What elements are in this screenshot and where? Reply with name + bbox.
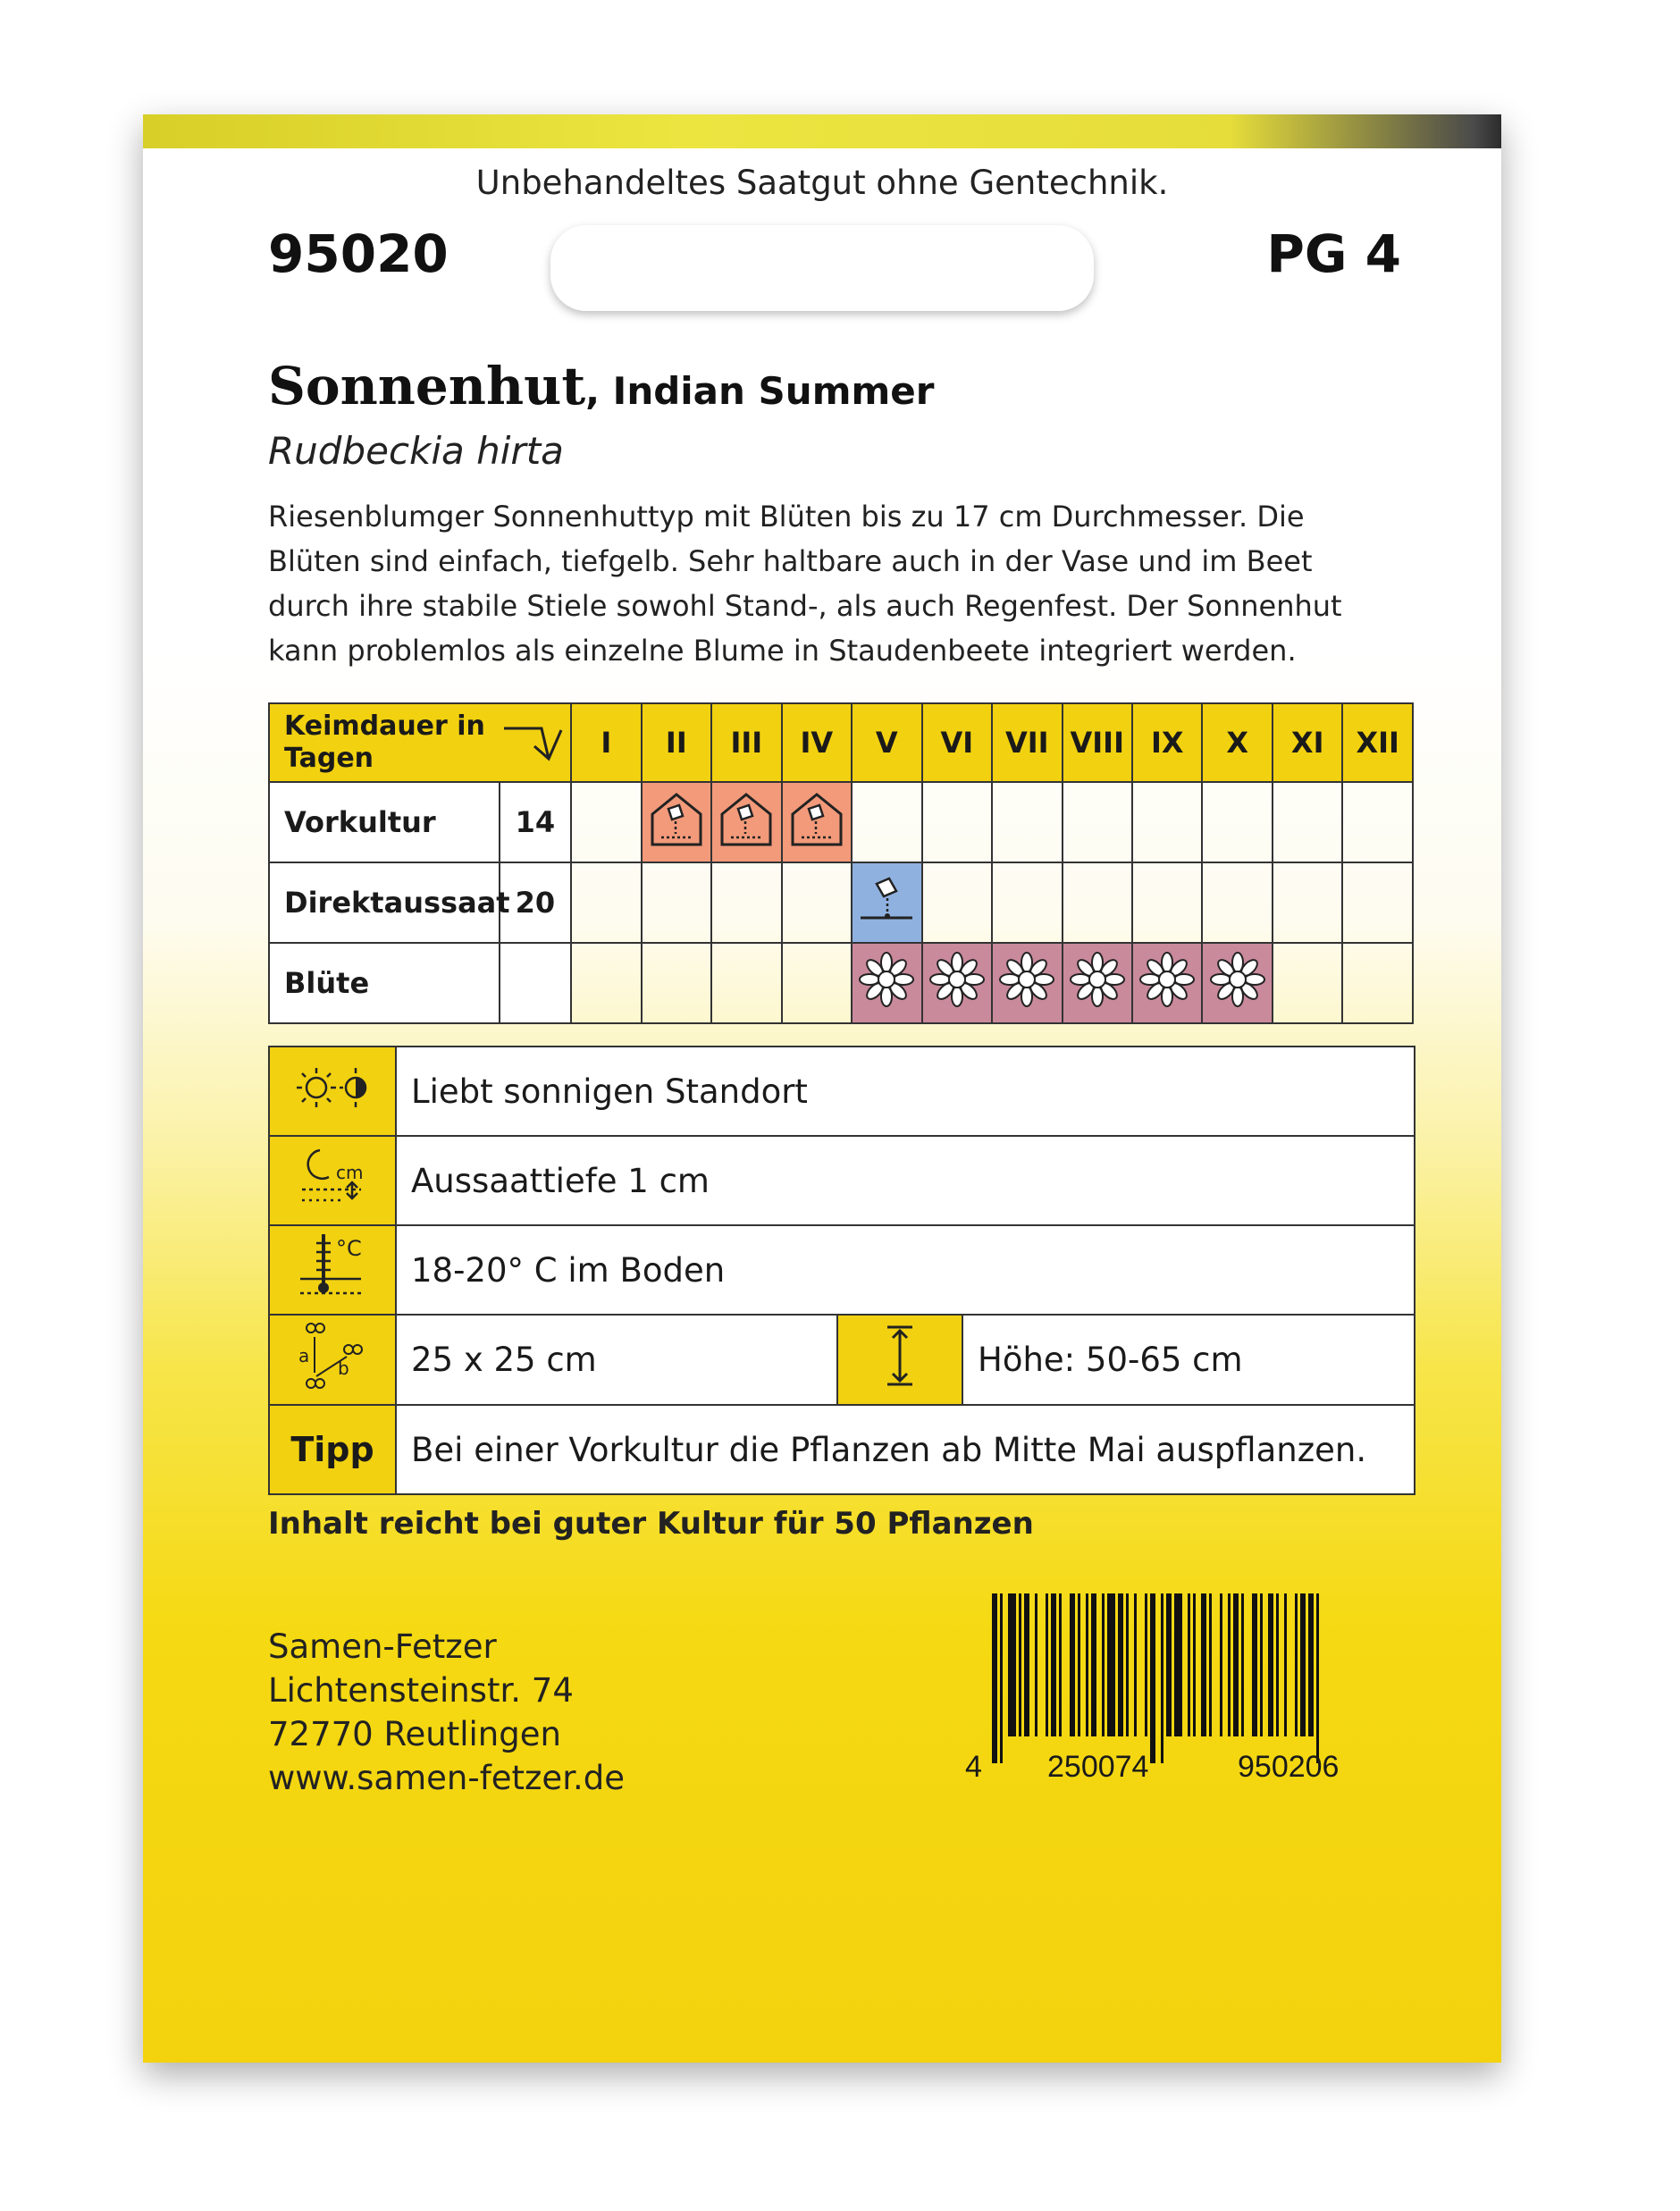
barcode-bar [1078,1593,1080,1736]
month-header: V [852,703,921,782]
month-cell [1342,782,1413,862]
month-cell [1063,782,1132,862]
barcode-bar [1260,1593,1263,1736]
barcode-bar [1201,1593,1206,1736]
tip-text: Bei einer Vorkultur die Pflanzen ab Mitte Mai auspflanzen. [396,1405,1415,1494]
barcode-bar [1102,1593,1105,1736]
svg-text:cm: cm [336,1161,364,1183]
month-cell [1132,782,1202,862]
month-header: VIII [1063,703,1132,782]
germination-days: 14 [500,782,572,862]
packet-top-band [143,114,1501,148]
month-cell [642,943,711,1023]
month-cell [852,782,921,862]
product-variety: , Indian Summer [585,369,935,413]
company-city: 72770 Reutlingen [268,1715,561,1753]
calendar-row-direktaussaat [269,862,1413,943]
month-cell [782,943,852,1023]
month-cell [1342,862,1413,943]
company-website: www.samen-fetzer.de [268,1759,626,1797]
row-label: Direktaussaat [269,862,500,943]
info-row-location [269,1047,1415,1136]
svg-text:b: b [338,1358,349,1379]
barcode-bar [1300,1593,1306,1736]
month-cell [642,862,711,943]
greenhouse-sowing-icon [782,782,852,862]
barcode-bar [1070,1593,1075,1736]
info-row-depth [269,1136,1415,1225]
calendar-row-bluete [269,943,1413,1023]
plant-spacing-icon [269,1315,396,1405]
barcode-bar [1220,1593,1222,1736]
svg-text:°C: °C [336,1235,362,1261]
barcode-bar [1188,1593,1190,1736]
barcode-prefix: 4 [965,1750,982,1784]
barcode-bar [1308,1593,1314,1736]
barcode-bar [1086,1593,1088,1736]
sowing-depth-icon [269,1136,396,1225]
barcode-group2: 950206 [1238,1750,1340,1784]
month-cell [571,862,641,943]
barcode-bar [1051,1593,1056,1736]
temperature-text: 18-20° C im Boden [396,1225,1415,1315]
sowing-calendar [268,702,1414,1024]
barcode-bar [1091,1593,1096,1736]
product-description: Riesenblumger Sonnenhuttyp mit Blüten bis zu 17 cm Durchmesser. Die Blüten sind einfach, tiefgelb. Sehr haltbare auch in der Vase und im Beet durch ihre stabile Stiele sowohl Stand-, als auch Regenfest. Der Sonnenhut kann problemlos als einzelne Blume in Staudenbeete integriert werden. [268,500,1342,668]
location-text: Liebt sonnigen Standort [396,1047,1415,1136]
month-cell [1273,943,1342,1023]
barcode-bar [1024,1593,1029,1736]
barcode-bar [1059,1593,1062,1736]
gmo-free-tagline: Unbehandeltes Saatgut ohne Gentechnik. [475,164,1169,202]
row-label: Blüte [269,943,500,1023]
month-header: VI [922,703,992,782]
month-cell [1063,862,1132,943]
seed-packet [143,114,1501,2063]
barcode-bar [1107,1593,1115,1736]
barcode-bar [1209,1593,1212,1736]
month-cell [1202,782,1272,862]
germination-days [500,943,572,1023]
barcode-bar [1174,1593,1182,1736]
tip-label: Tipp [269,1405,396,1494]
row-label: Vorkultur [269,782,500,862]
flower-icon [852,943,921,1023]
flower-icon [1132,943,1202,1023]
barcode-bar [1166,1593,1172,1736]
greenhouse-sowing-icon [711,782,781,862]
barcode-bar [1118,1593,1123,1736]
company-street: Lichtensteinstr. 74 [268,1671,574,1710]
month-cell [1342,943,1413,1023]
month-cell [1202,862,1272,943]
month-cell [992,782,1062,862]
barcode-bar [1233,1593,1239,1736]
barcode-bar [1276,1593,1279,1736]
height-arrow-icon [837,1315,962,1405]
month-header: X [1202,703,1272,782]
flower-icon [992,943,1062,1023]
barcode-bar [1284,1593,1287,1736]
soil-temperature-icon [269,1225,396,1315]
month-header: II [642,703,711,782]
month-cell [922,862,992,943]
barcode-bar [992,1593,997,1763]
barcode-bar [1000,1593,1003,1763]
info-row-temperature [269,1225,1415,1315]
height-text: Höhe: 50-65 cm [962,1315,1415,1405]
info-row-tip [269,1405,1415,1494]
month-header: IX [1132,703,1202,782]
month-cell [711,943,781,1023]
product-title [268,356,934,416]
month-header: VII [992,703,1062,782]
month-cell [571,943,641,1023]
barcode-bar [1019,1593,1021,1736]
product-name: Sonnenhut [268,356,586,416]
barcode-bar [1252,1593,1257,1736]
barcode-group1: 250074 [1047,1750,1149,1784]
barcode-bar [1295,1593,1298,1736]
barcode-bar [1268,1593,1273,1736]
barcode [965,1593,1394,1790]
barcode-bar [1150,1593,1155,1763]
direct-sowing-icon [852,862,921,943]
barcode-bar [1008,1593,1016,1736]
depth-text: Aussaattiefe 1 cm [396,1136,1415,1225]
spacing-text: 25 x 25 cm [396,1315,837,1405]
flower-icon [1202,943,1272,1023]
month-cell [782,862,852,943]
sun-halfshade-icon [269,1047,396,1136]
barcode-bar [1316,1593,1319,1763]
flower-icon [922,943,992,1023]
barcode-bar [1035,1593,1037,1736]
month-cell [1273,862,1342,943]
month-cell [922,782,992,862]
month-cell [571,782,641,862]
month-header: XI [1273,703,1342,782]
flower-icon [1063,943,1132,1023]
care-info-table [268,1046,1415,1495]
article-number: 95020 [268,223,449,284]
barcode-bar [1193,1593,1196,1736]
month-cell [711,862,781,943]
germination-days: 20 [500,862,572,943]
barcode-bar [1241,1593,1244,1736]
month-cell [1132,862,1202,943]
barcode-bar [1126,1593,1129,1736]
month-header: XII [1342,703,1413,782]
down-arrow-icon [500,703,572,782]
capacity-note: Inhalt reicht bei guter Kultur für 50 Pflanzen [268,1506,1034,1542]
calendar-row-vorkultur [269,782,1413,862]
month-header: I [571,703,641,782]
blank-label-area [550,225,1094,311]
price-group: PG 4 [1266,223,1401,284]
info-row-spacing [269,1315,1415,1405]
month-cell [1273,782,1342,862]
greenhouse-sowing-icon [642,782,711,862]
germination-header: Keimdauer in Tagen [269,703,500,782]
latin-name: Rudbeckia hirta [268,429,564,473]
svg-text:a: a [298,1345,310,1366]
month-header: IV [782,703,852,782]
barcode-bar [1228,1593,1231,1736]
barcode-bar [1046,1593,1048,1736]
month-header: III [711,703,781,782]
company-address [268,1625,625,1800]
barcode-bar [1134,1593,1137,1736]
month-cell [992,862,1062,943]
barcode-bar [1145,1593,1147,1736]
barcode-bar [1161,1593,1163,1763]
company-name: Samen-Fetzer [268,1627,497,1666]
